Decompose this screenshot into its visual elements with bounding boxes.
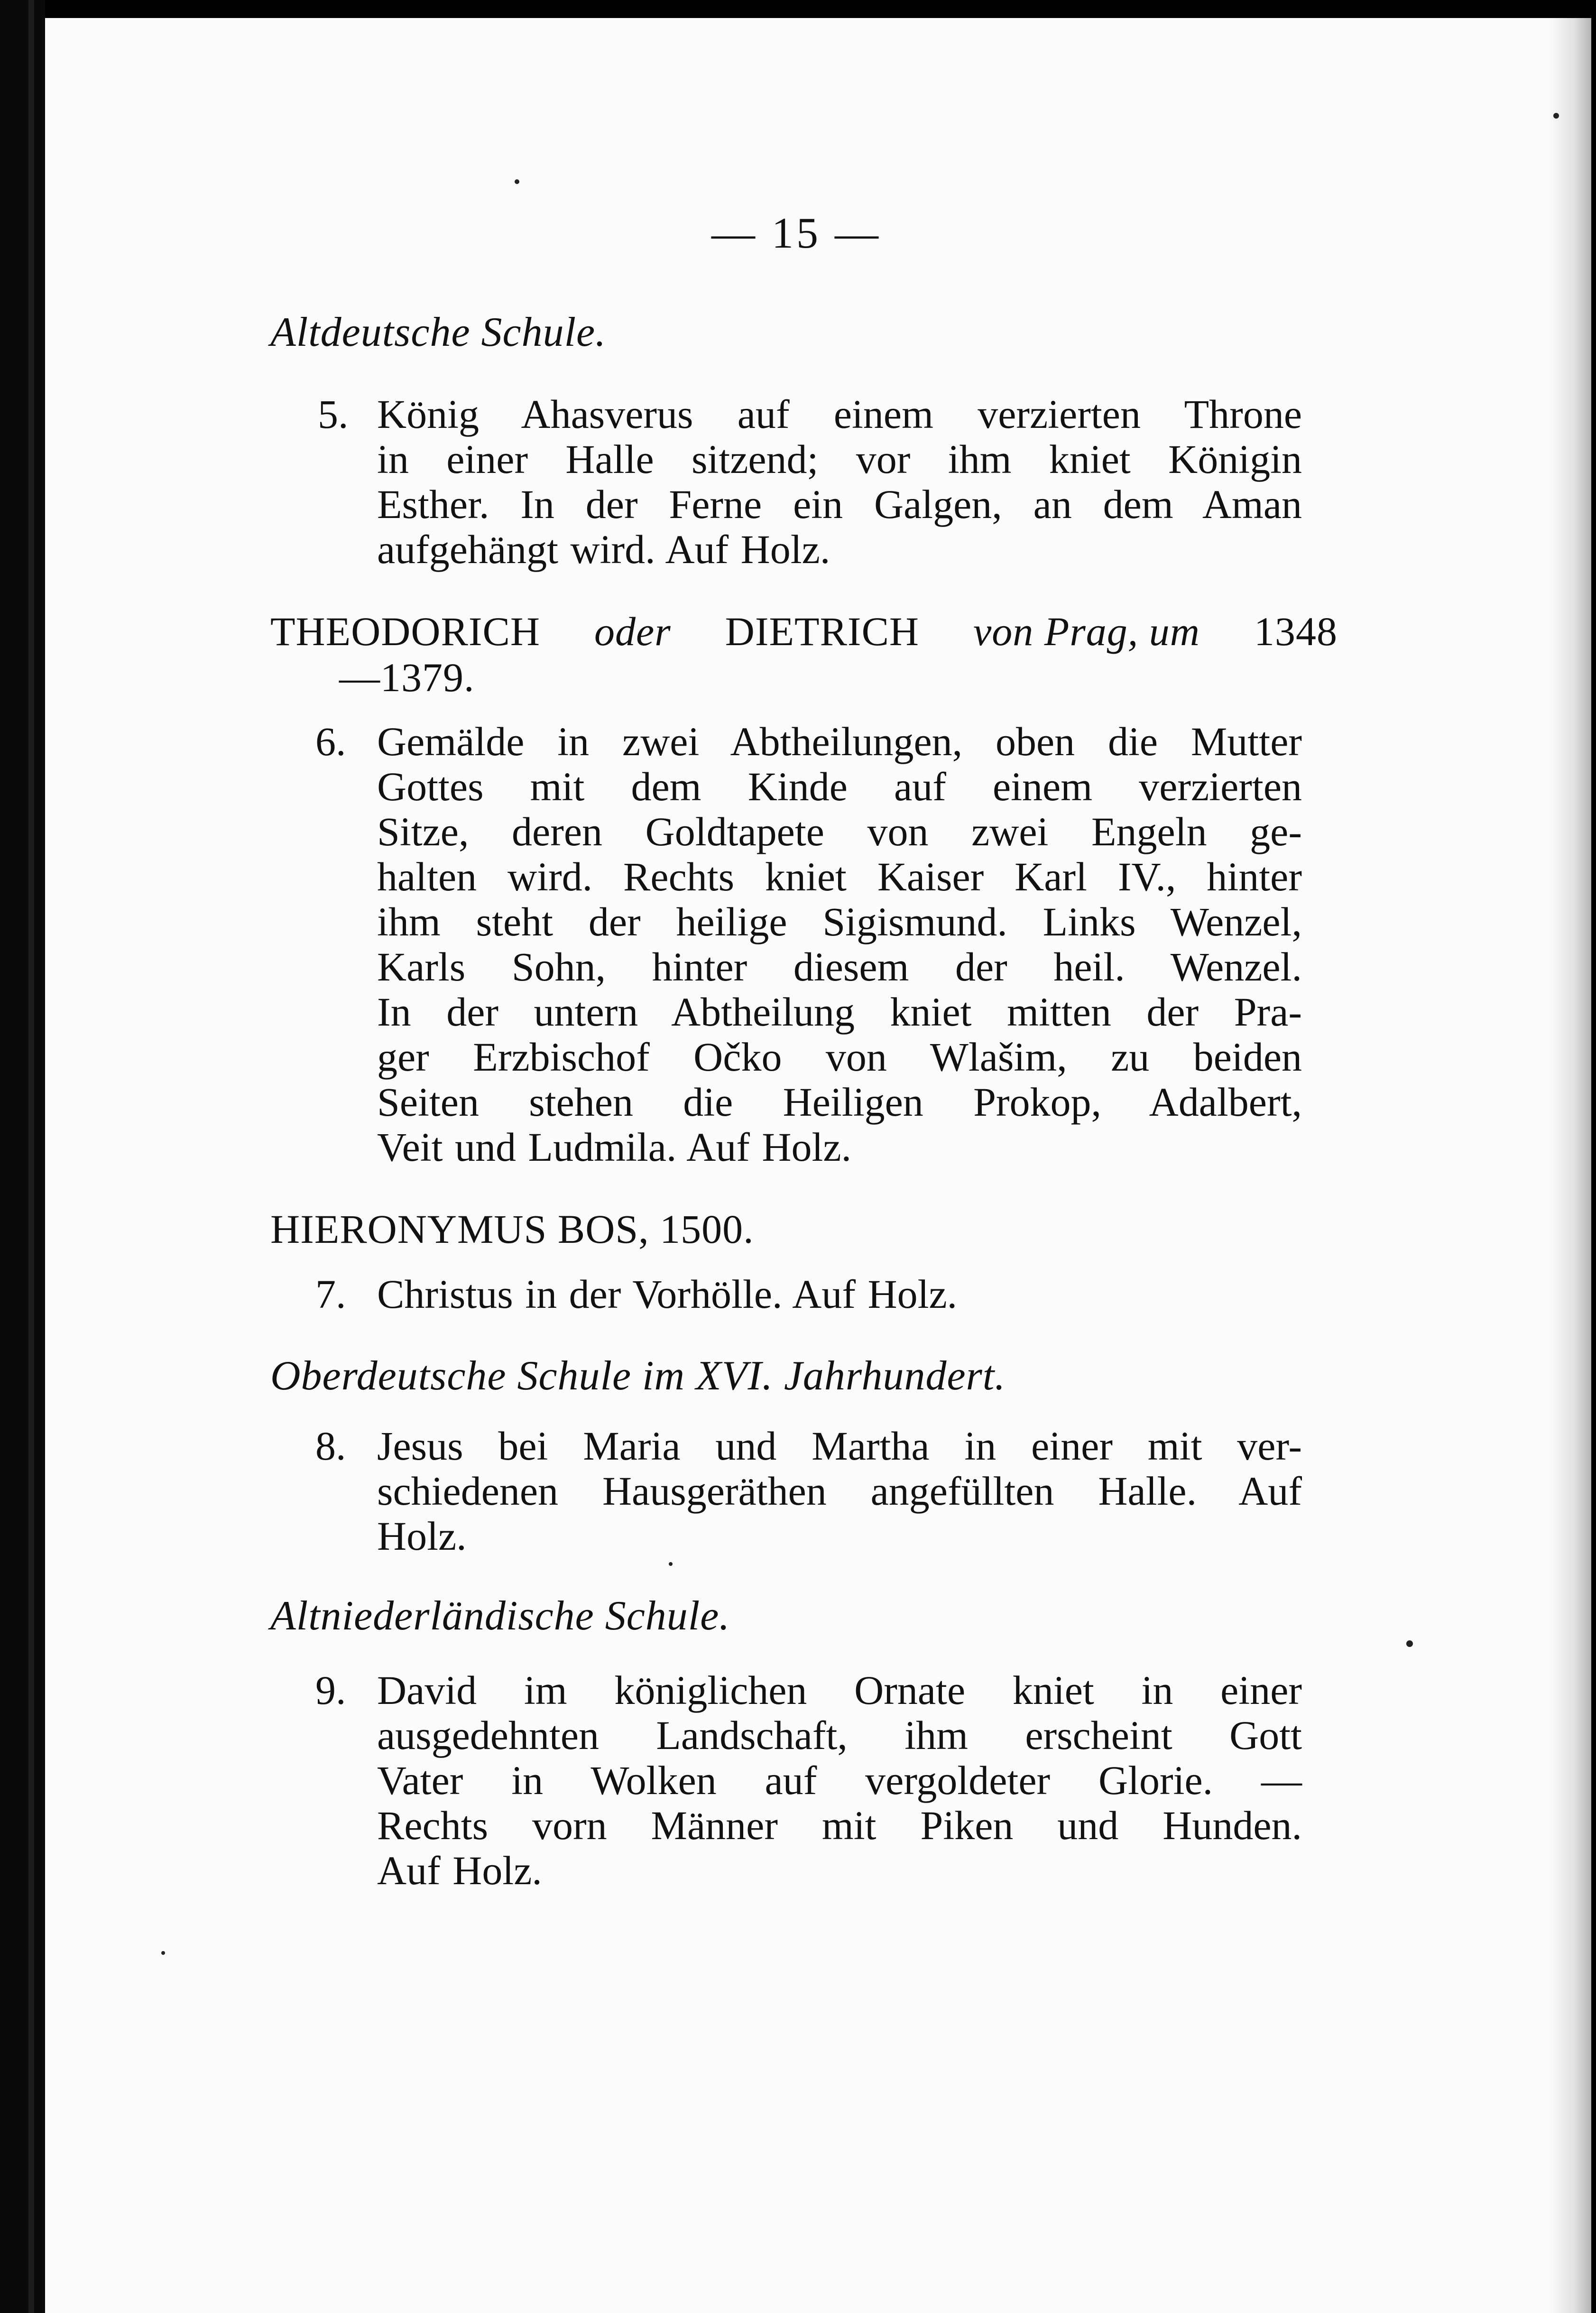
artist-name-theodorich: THEODORICH [270, 609, 540, 654]
entry-8-line-1: Jesus bei Maria und Martha in einer mit ver- [377, 1423, 1302, 1469]
dust-speck [1553, 113, 1559, 119]
entry-number-6: 6. [315, 719, 346, 764]
entry-5-line-1: König Ahasverus auf einem verzierten Throne [377, 391, 1302, 437]
entry-6-line-3: Sitze, deren Goldtapete von zwei Engeln ge- [377, 809, 1302, 854]
entry-9-line-5: Auf Holz. [377, 1848, 542, 1893]
dust-speck [161, 1951, 165, 1955]
artist-year-end: —1379. [339, 655, 475, 700]
entry-5-line-4: aufgehängt wird. Auf Holz. [377, 527, 830, 572]
page-curl-shadow [1549, 18, 1591, 2313]
entry-8-line-3: Holz. [377, 1513, 467, 1559]
entry-6-line-4: halten wird. Rechts kniet Kaiser Karl IV., hinter [377, 854, 1302, 899]
paper-sheet [45, 18, 1591, 2313]
entry-number-9: 9. [315, 1667, 346, 1713]
dust-speck [515, 179, 519, 184]
artist-hieronymus-bos: HIERONYMUS BOS, 1500. [270, 1206, 754, 1252]
artist-theodorich [270, 608, 1338, 655]
entry-9-line-4: Rechts vorn Männer mit Piken und Hunden. [377, 1803, 1302, 1848]
page-number: — 15 — [711, 209, 881, 257]
entry-6-line-7: In der untern Abtheilung kniet mitten der Pra- [377, 989, 1302, 1035]
entry-number-5: 5. [318, 391, 349, 437]
artist-year-start: 1348 [1254, 609, 1338, 654]
entry-7-line-1: Christus in der Vorhölle. Auf Holz. [377, 1271, 958, 1317]
entry-8-line-2: schiedenen Hausgeräthen angefüllten Halle. Auf [377, 1468, 1302, 1514]
entry-6-line-8: ger Erzbischof Očko von Wlašim, zu beiden [377, 1034, 1302, 1080]
entry-6-line-10: Veit und Ludmila. Auf Holz. [377, 1124, 852, 1170]
entry-6-line-9: Seiten stehen die Heiligen Prokop, Adalbert, [377, 1079, 1302, 1125]
artist-place: von Prag, um [973, 609, 1200, 654]
book-spine-edge [0, 0, 45, 2313]
entry-9-line-1: David im königlichen Ornate kniet in einer [377, 1667, 1302, 1713]
dust-speck [669, 1562, 673, 1566]
entry-number-7: 7. [315, 1271, 346, 1317]
dust-speck [1406, 1640, 1413, 1647]
artist-conjunction: oder [594, 609, 671, 654]
entry-number-8: 8. [315, 1423, 346, 1469]
entry-9-line-2: ausgedehnten Landschaft, ihm erscheint Gott [377, 1712, 1302, 1758]
entry-6-line-1: Gemälde in zwei Abtheilungen, oben die Mutter [377, 719, 1302, 764]
section-heading-altniederlaendische: Altniederländische Schule. [270, 1593, 730, 1639]
section-heading-oberdeutsche: Oberdeutsche Schule im XVI. Jahrhundert. [270, 1353, 1006, 1399]
section-heading-altdeutsche: Altdeutsche Schule. [270, 309, 607, 355]
entry-6-line-6: Karls Sohn, hinter diesem der heil. Wenzel. [377, 944, 1302, 990]
entry-5-line-3: Esther. In der Ferne ein Galgen, an dem Aman [377, 481, 1302, 527]
artist-name-dietrich: DIETRICH [725, 609, 920, 654]
entry-6-line-2: Gottes mit dem Kinde auf einem verzierten [377, 764, 1302, 809]
book-spine-stripe [28, 0, 34, 2313]
entry-9-line-3: Vater in Wolken auf vergoldeter Glorie. — [377, 1758, 1302, 1803]
entry-6-line-5: ihm steht der heilige Sigismund. Links Wenzel, [377, 899, 1302, 944]
entry-5-line-2: in einer Halle sitzend; vor ihm kniet Königin [377, 436, 1302, 482]
